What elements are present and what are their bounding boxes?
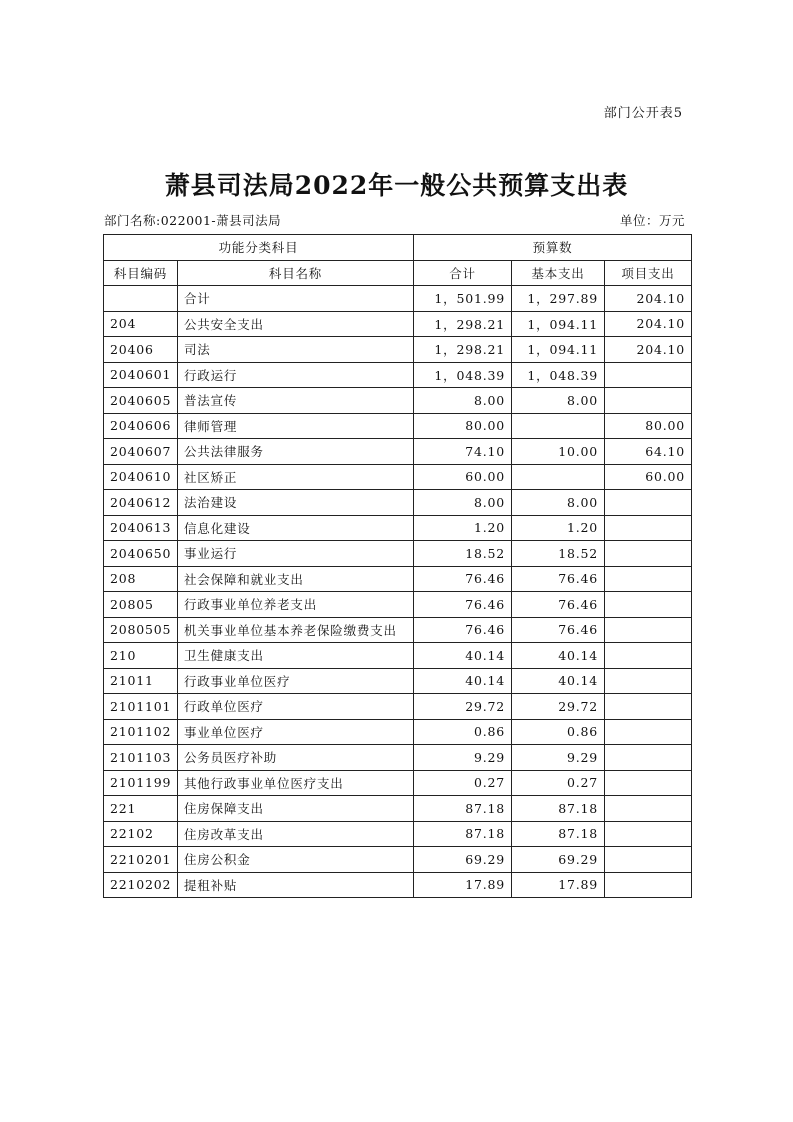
cell-project: [605, 566, 692, 592]
header-function-group: 功能分类科目: [104, 235, 414, 261]
cell-code: 204: [104, 311, 178, 337]
cell-name: 行政运行: [178, 362, 414, 388]
header-group-row: [104, 235, 692, 261]
cell-basic: 87.18: [512, 821, 605, 847]
cell-code: 20406: [104, 337, 178, 363]
table-row: [104, 719, 692, 745]
cell-code: 2040610: [104, 464, 178, 490]
cell-total: 40.14: [414, 668, 512, 694]
header-code: 科目编码: [104, 260, 178, 286]
cell-project: [605, 362, 692, 388]
table-row: [104, 872, 692, 898]
cell-code: 21011: [104, 668, 178, 694]
table-row: [104, 796, 692, 822]
cell-name: 公共安全支出: [178, 311, 414, 337]
cell-basic: 76.46: [512, 592, 605, 618]
cell-code: 2040613: [104, 515, 178, 541]
department-label: 部门名称:022001-萧县司法局: [104, 213, 282, 228]
table-row: [104, 515, 692, 541]
cell-project: 204.10: [605, 337, 692, 363]
cell-code: 2101102: [104, 719, 178, 745]
cell-basic: 0.86: [512, 719, 605, 745]
cell-project: [605, 541, 692, 567]
cell-name: 行政单位医疗: [178, 694, 414, 720]
cell-name: 社会保障和就业支出: [178, 566, 414, 592]
cell-name: 行政事业单位医疗: [178, 668, 414, 694]
cell-basic: 10.00: [512, 439, 605, 465]
cell-total: 87.18: [414, 821, 512, 847]
budget-table: [103, 234, 692, 898]
cell-code: [104, 286, 178, 312]
table-row: [104, 439, 692, 465]
cell-basic: 0.27: [512, 770, 605, 796]
cell-total: 74.10: [414, 439, 512, 465]
cell-name: 信息化建设: [178, 515, 414, 541]
cell-code: 2040650: [104, 541, 178, 567]
table-row: [104, 592, 692, 618]
cell-total: 76.46: [414, 592, 512, 618]
cell-total: 1.20: [414, 515, 512, 541]
header-column-row: [104, 260, 692, 286]
cell-basic: 76.46: [512, 617, 605, 643]
cell-name: 司法: [178, 337, 414, 363]
cell-project: [605, 796, 692, 822]
table-row: [104, 362, 692, 388]
table-row: [104, 541, 692, 567]
cell-code: 2210202: [104, 872, 178, 898]
cell-project: [605, 490, 692, 516]
cell-total: 0.27: [414, 770, 512, 796]
page-title: 萧县司法局2022年一般公共预算支出表: [164, 171, 629, 200]
cell-project: [605, 694, 692, 720]
cell-project: 204.10: [605, 286, 692, 312]
table-row: [104, 286, 692, 312]
table-row: [104, 337, 692, 363]
cell-basic: 17.89: [512, 872, 605, 898]
header-basic: 基本支出: [512, 260, 605, 286]
cell-project: [605, 515, 692, 541]
cell-basic: 29.72: [512, 694, 605, 720]
cell-code: 2101101: [104, 694, 178, 720]
table-row: [104, 668, 692, 694]
cell-name: 公务员医疗补助: [178, 745, 414, 771]
cell-name: 普法宣传: [178, 388, 414, 414]
cell-total: 1，298.21: [414, 311, 512, 337]
cell-project: 64.10: [605, 439, 692, 465]
cell-project: [605, 617, 692, 643]
cell-name: 社区矫正: [178, 464, 414, 490]
cell-project: [605, 592, 692, 618]
cell-name: 提租补贴: [178, 872, 414, 898]
table-row: [104, 464, 692, 490]
cell-total: 76.46: [414, 617, 512, 643]
cell-project: [605, 847, 692, 873]
table-row: [104, 413, 692, 439]
cell-basic: 69.29: [512, 847, 605, 873]
cell-name: 住房保障支出: [178, 796, 414, 822]
cell-project: [605, 745, 692, 771]
cell-total: 40.14: [414, 643, 512, 669]
table-row: [104, 311, 692, 337]
cell-basic: 76.46: [512, 566, 605, 592]
cell-basic: 8.00: [512, 388, 605, 414]
cell-code: 2080505: [104, 617, 178, 643]
cell-project: [605, 872, 692, 898]
cell-name: 其他行政事业单位医疗支出: [178, 770, 414, 796]
cell-project: 80.00: [605, 413, 692, 439]
cell-basic: [512, 464, 605, 490]
cell-basic: 9.29: [512, 745, 605, 771]
table-body: [104, 286, 692, 898]
cell-total: 1，048.39: [414, 362, 512, 388]
cell-basic: 1.20: [512, 515, 605, 541]
cell-basic: 8.00: [512, 490, 605, 516]
cell-code: 2040601: [104, 362, 178, 388]
cell-total: 18.52: [414, 541, 512, 567]
cell-total: 17.89: [414, 872, 512, 898]
cell-name: 律师管理: [178, 413, 414, 439]
cell-project: 204.10: [605, 311, 692, 337]
unit-label: 单位：万元: [619, 213, 685, 228]
cell-code: 2040612: [104, 490, 178, 516]
cell-basic: 1，297.89: [512, 286, 605, 312]
cell-basic: 40.14: [512, 668, 605, 694]
cell-basic: 87.18: [512, 796, 605, 822]
cell-total: 0.86: [414, 719, 512, 745]
cell-code: 2040606: [104, 413, 178, 439]
table-row: [104, 847, 692, 873]
cell-total: 8.00: [414, 388, 512, 414]
cell-total: 69.29: [414, 847, 512, 873]
table-row: [104, 566, 692, 592]
cell-project: [605, 719, 692, 745]
table-row: [104, 490, 692, 516]
cell-code: 22102: [104, 821, 178, 847]
table-row: [104, 617, 692, 643]
cell-total: 8.00: [414, 490, 512, 516]
table-row: [104, 388, 692, 414]
cell-project: [605, 770, 692, 796]
header-budget-group: 预算数: [414, 235, 692, 261]
cell-code: 2101199: [104, 770, 178, 796]
cell-name: 住房改革支出: [178, 821, 414, 847]
cell-code: 221: [104, 796, 178, 822]
cell-code: 2101103: [104, 745, 178, 771]
cell-project: [605, 643, 692, 669]
cell-total: 1，298.21: [414, 337, 512, 363]
cell-name: 机关事业单位基本养老保险缴费支出: [178, 617, 414, 643]
cell-code: 2040607: [104, 439, 178, 465]
cell-name: 公共法律服务: [178, 439, 414, 465]
cell-project: [605, 668, 692, 694]
cell-name: 法治建设: [178, 490, 414, 516]
header-project: 项目支出: [605, 260, 692, 286]
form-number: 部门公开表5: [603, 106, 683, 121]
cell-code: 2040605: [104, 388, 178, 414]
cell-total: 76.46: [414, 566, 512, 592]
table-row: [104, 694, 692, 720]
cell-basic: 40.14: [512, 643, 605, 669]
cell-name: 事业单位医疗: [178, 719, 414, 745]
cell-name: 合计: [178, 286, 414, 312]
cell-total: 80.00: [414, 413, 512, 439]
cell-basic: 1，048.39: [512, 362, 605, 388]
table-row: [104, 643, 692, 669]
cell-project: [605, 821, 692, 847]
cell-basic: 1，094.11: [512, 311, 605, 337]
cell-name: 事业运行: [178, 541, 414, 567]
cell-basic: 1，094.11: [512, 337, 605, 363]
table-row: [104, 770, 692, 796]
cell-total: 87.18: [414, 796, 512, 822]
header-total: 合计: [414, 260, 512, 286]
cell-name: 卫生健康支出: [178, 643, 414, 669]
table-row: [104, 821, 692, 847]
cell-total: 9.29: [414, 745, 512, 771]
cell-total: 60.00: [414, 464, 512, 490]
cell-code: 208: [104, 566, 178, 592]
cell-name: 行政事业单位养老支出: [178, 592, 414, 618]
table-row: [104, 745, 692, 771]
cell-total: 1，501.99: [414, 286, 512, 312]
cell-name: 住房公积金: [178, 847, 414, 873]
header-name: 科目名称: [178, 260, 414, 286]
cell-code: 20805: [104, 592, 178, 618]
cell-code: 2210201: [104, 847, 178, 873]
cell-basic: 18.52: [512, 541, 605, 567]
cell-project: [605, 388, 692, 414]
cell-project: 60.00: [605, 464, 692, 490]
cell-total: 29.72: [414, 694, 512, 720]
cell-code: 210: [104, 643, 178, 669]
cell-basic: [512, 413, 605, 439]
